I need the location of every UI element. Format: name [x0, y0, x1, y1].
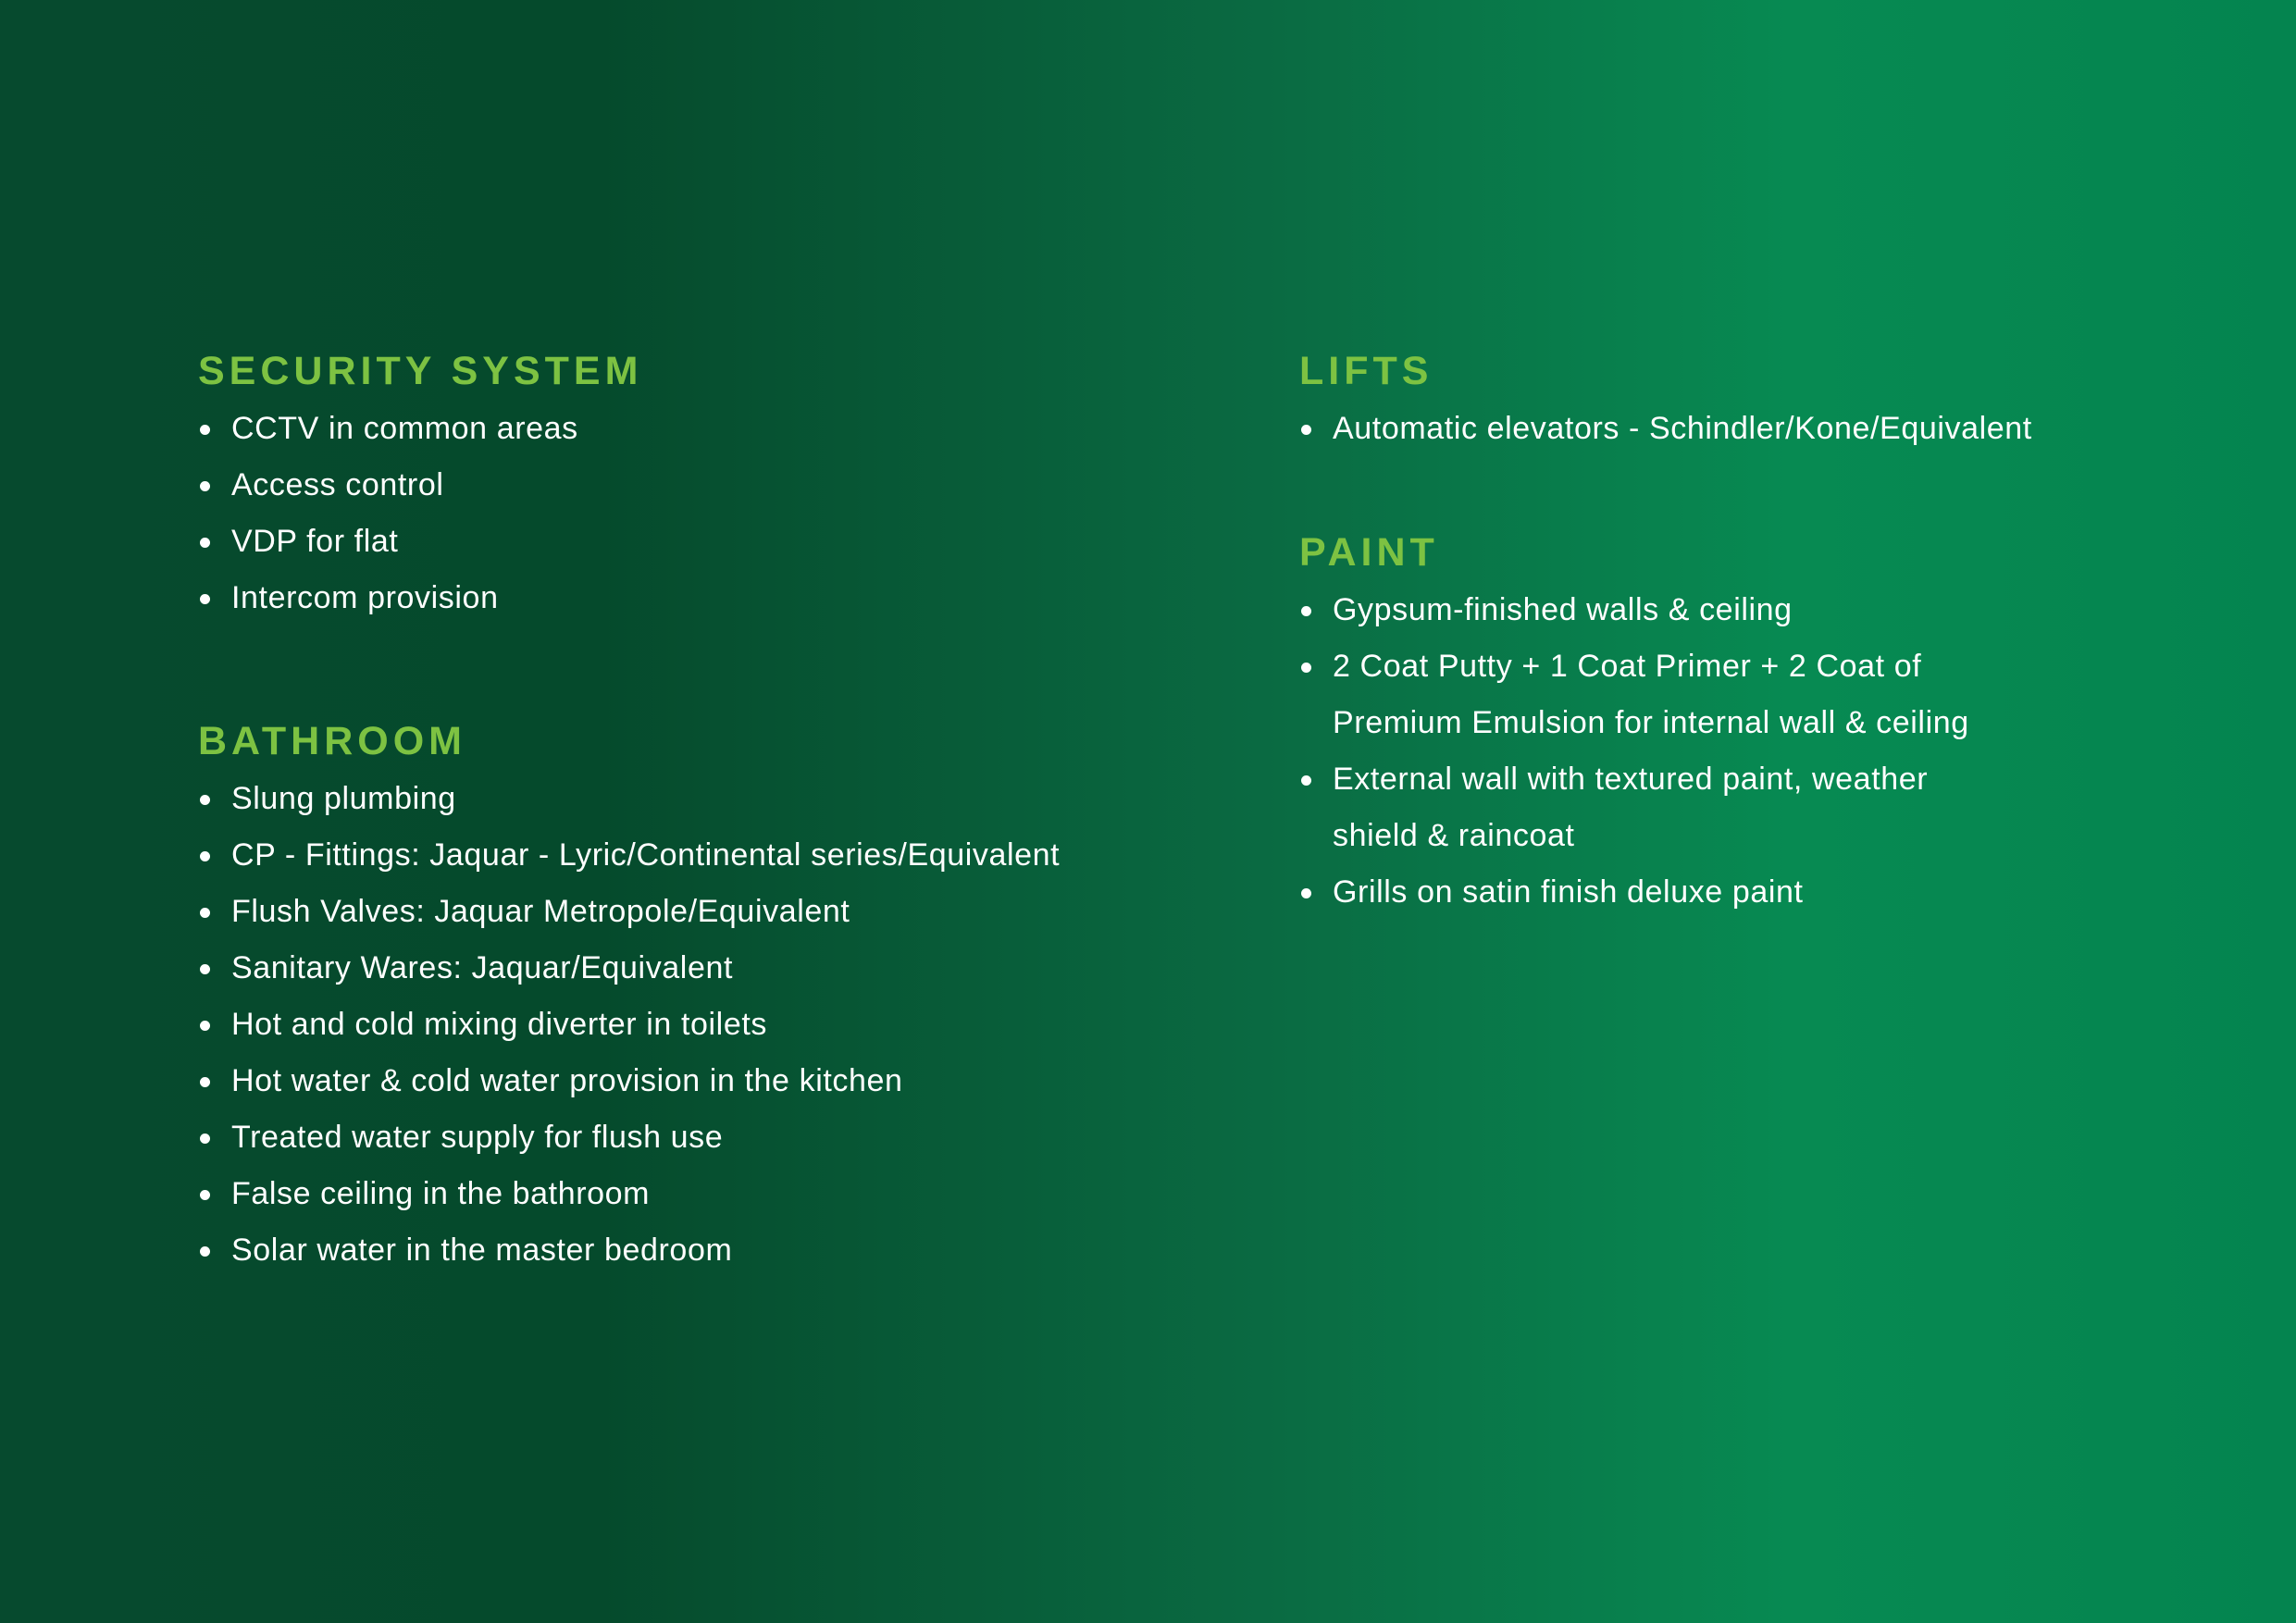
bullet-icon	[200, 1077, 210, 1087]
bullet-icon	[200, 851, 210, 861]
list-item	[198, 940, 1253, 997]
list-item-text: External wall with textured paint, weather shield & raincoat	[1333, 762, 1929, 853]
bullet-icon	[1301, 425, 1311, 435]
list-item-text: Intercom provision	[231, 580, 499, 615]
bullet-icon	[1301, 663, 1311, 673]
list-item	[198, 1166, 1253, 1222]
list-item-text: Access control	[231, 467, 444, 502]
list-item	[1299, 864, 2262, 921]
list-item-text: VDP for flat	[231, 524, 399, 559]
list-item-text: Slung plumbing	[231, 781, 456, 816]
list-item-text: Treated water supply for flush use	[231, 1120, 724, 1155]
list-item-text: Hot and cold mixing diverter in toilets	[231, 1007, 767, 1042]
list-item-text: Flush Valves: Jaquar Metropole/Equivalent	[231, 894, 850, 929]
list-item-text: Solar water in the master bedroom	[231, 1233, 733, 1268]
paint-heading: PAINT	[1299, 530, 1439, 575]
list-item	[198, 401, 1253, 457]
list-item-text: CCTV in common areas	[231, 411, 578, 446]
bullet-icon	[1301, 775, 1311, 786]
bathroom-list	[198, 771, 1253, 1279]
list-item	[198, 884, 1253, 940]
list-item-text: Automatic elevators - Schindler/Kone/Equivalent	[1333, 411, 2032, 446]
list-item	[198, 457, 1253, 514]
list-item	[198, 997, 1253, 1053]
bullet-icon	[200, 1246, 210, 1257]
list-item-text: Grills on satin finish deluxe paint	[1333, 874, 1804, 910]
bullet-icon	[200, 1134, 210, 1144]
bullet-icon	[200, 795, 210, 805]
bullet-icon	[200, 1021, 210, 1031]
bullet-icon	[200, 538, 210, 548]
bullet-icon	[200, 481, 210, 491]
lifts-heading: LIFTS	[1299, 349, 1433, 393]
bullet-icon	[1301, 606, 1311, 616]
list-item	[198, 1222, 1253, 1279]
bathroom-heading: BATHROOM	[198, 719, 467, 763]
list-item-text: Hot water & cold water provision in the kitchen	[231, 1063, 903, 1098]
list-item	[198, 1053, 1253, 1109]
list-item	[198, 514, 1253, 570]
list-item	[198, 827, 1253, 884]
list-item	[198, 771, 1253, 827]
list-item	[1299, 401, 2262, 457]
bullet-icon	[1301, 888, 1311, 898]
list-item-text: Gypsum-finished walls & ceiling	[1333, 592, 1793, 627]
security-system-section	[198, 347, 1253, 626]
bathroom-section	[198, 717, 1253, 1279]
list-item	[1299, 582, 2262, 638]
bullet-icon	[200, 908, 210, 918]
paint-section	[1299, 528, 2262, 921]
bullet-icon	[200, 964, 210, 974]
list-item-text: CP - Fittings: Jaquar - Lyric/Continental series/Equivalent	[231, 837, 1061, 873]
paint-list	[1299, 582, 2262, 921]
list-item	[1299, 751, 2262, 864]
security-system-list	[198, 401, 1253, 626]
list-item	[198, 1109, 1253, 1166]
security-system-heading: SECURITY SYSTEM	[198, 349, 643, 393]
list-item-text: Sanitary Wares: Jaquar/Equivalent	[231, 950, 734, 985]
lifts-list	[1299, 401, 2262, 457]
lifts-section	[1299, 347, 2262, 457]
list-item	[198, 570, 1253, 626]
bullet-icon	[200, 425, 210, 435]
list-item	[1299, 638, 2262, 751]
list-item-text: 2 Coat Putty + 1 Coat Primer + 2 Coat of Premium Emulsion for internal wall & ceiling	[1333, 649, 1969, 740]
list-item-text: False ceiling in the bathroom	[231, 1176, 651, 1211]
bullet-icon	[200, 594, 210, 604]
bullet-icon	[200, 1190, 210, 1200]
